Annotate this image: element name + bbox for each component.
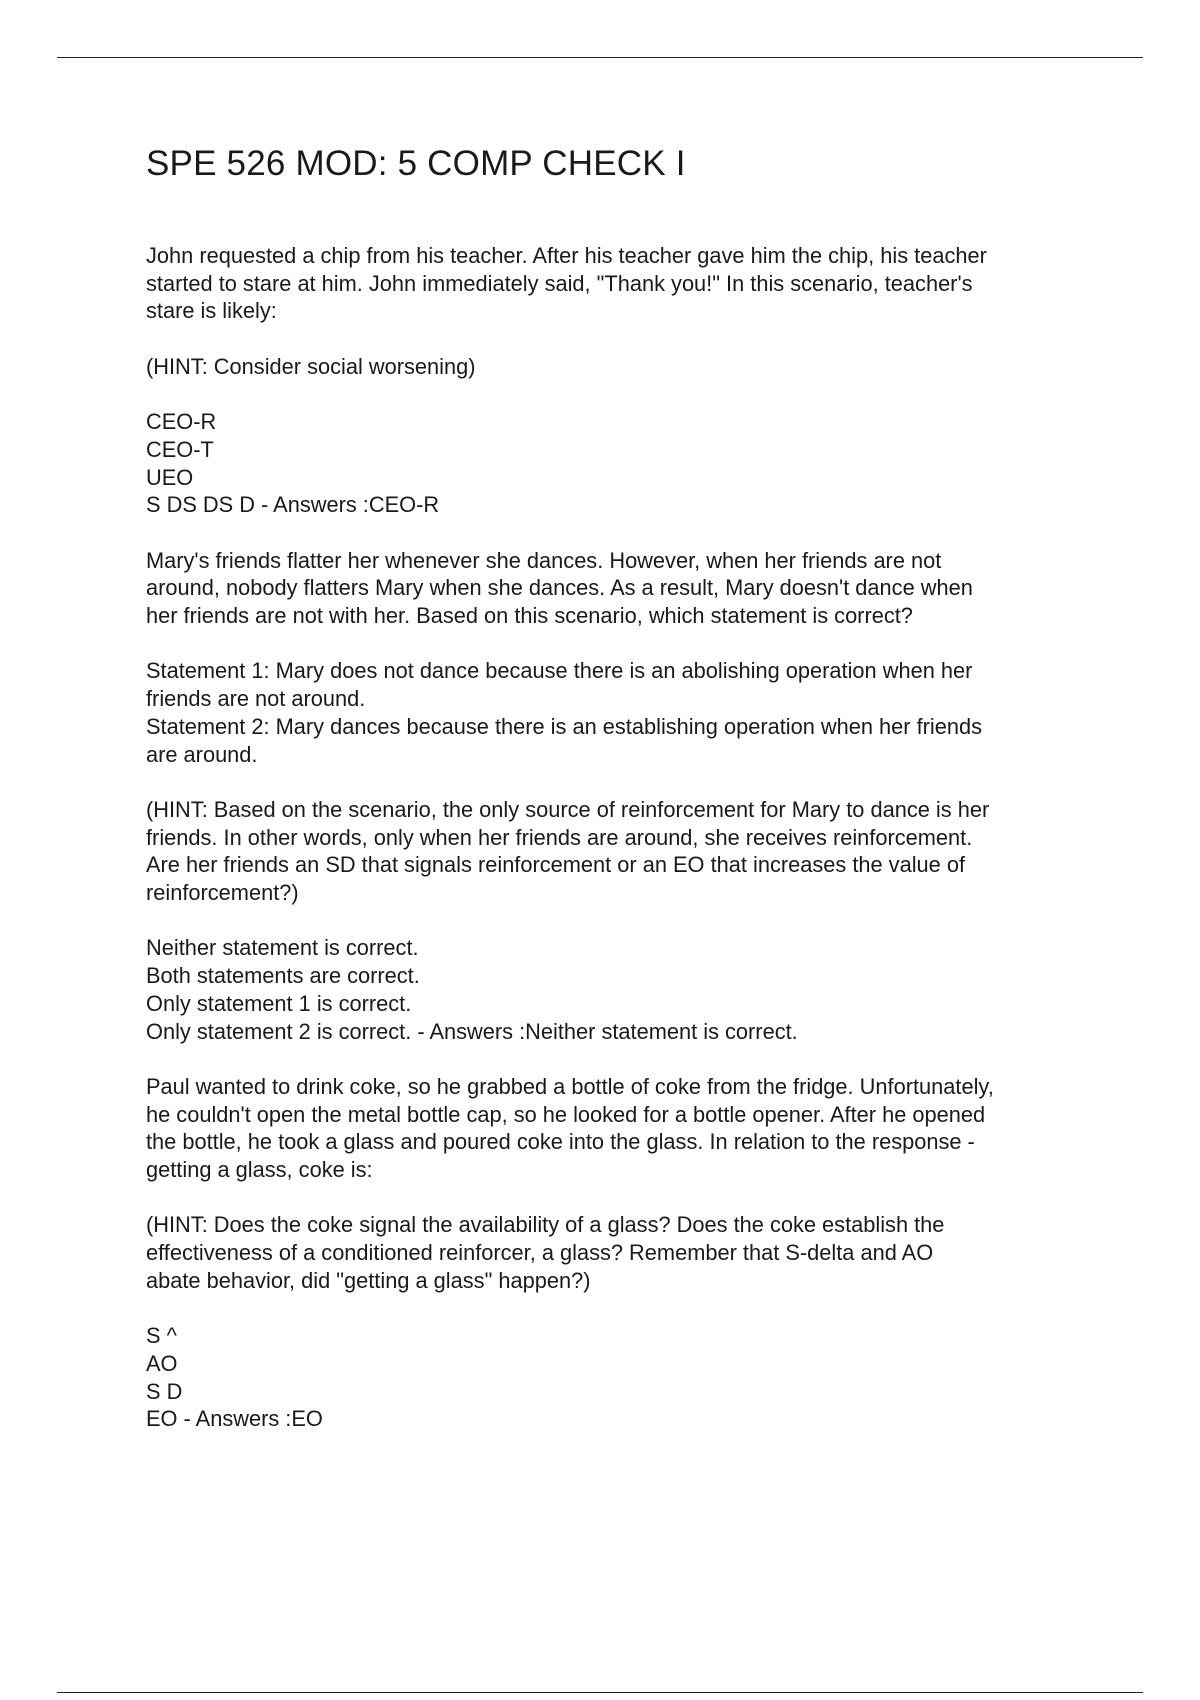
text-line: effectiveness of a conditioned reinforcer, a glass? Remember that S-delta and AO <box>146 1240 934 1266</box>
text-line: Are her friends an SD that signals reinforcement or an EO that increases the value of <box>146 852 966 878</box>
text-line: (HINT: Consider social worsening) <box>146 353 476 379</box>
option-line: Only statement 1 is correct. <box>146 990 412 1016</box>
option-line: UEO <box>146 464 194 490</box>
option-line: AO <box>146 1350 178 1376</box>
text-line: getting a glass, coke is: <box>146 1157 373 1183</box>
text-line: her friends are not with her. Based on this scenario, which statement is correct? <box>146 603 913 629</box>
question-3-hint <box>146 1211 1096 1294</box>
text-line: reinforcement?) <box>146 880 299 906</box>
option-answer-line: EO - Answers :EO <box>146 1406 323 1432</box>
question-3-prompt <box>146 1073 1096 1184</box>
text-line: friends are not around. <box>146 686 366 712</box>
question-3-options <box>146 1322 1096 1433</box>
page-title: SPE 526 MOD: 5 COMP CHECK I <box>146 144 686 183</box>
question-1-hint <box>146 353 1096 381</box>
option-line: S ^ <box>146 1323 177 1349</box>
option-line: CEO-R <box>146 409 217 435</box>
text-line: around, nobody flatters Mary when she dances. As a result, Mary doesn't dance when <box>146 575 973 601</box>
option-answer-line: Only statement 2 is correct. - Answers :Neither statement is correct. <box>146 1018 798 1044</box>
option-line: Neither statement is correct. <box>146 935 419 961</box>
text-line: (HINT: Does the coke signal the availability of a glass? Does the coke establish the <box>146 1212 945 1238</box>
question-2-statements <box>146 657 1096 768</box>
text-line: stare is likely: <box>146 298 277 324</box>
document-body <box>146 242 1096 1461</box>
question-2-prompt <box>146 547 1096 630</box>
question-1-options <box>146 408 1096 519</box>
text-line: he couldn't open the metal bottle cap, so he looked for a bottle opener. After he opened <box>146 1101 986 1127</box>
text-line: John requested a chip from his teacher. After his teacher gave him the chip, his teacher <box>146 243 987 268</box>
bottom-rule <box>57 1692 1143 1693</box>
option-line: Both statements are correct. <box>146 963 420 989</box>
top-rule <box>57 57 1143 58</box>
text-line: Mary's friends flatter her whenever she dances. However, when her friends are not <box>146 547 942 573</box>
question-2-hint <box>146 796 1096 907</box>
option-line: S D <box>146 1378 183 1404</box>
text-line: abate behavior, did "getting a glass" happen?) <box>146 1267 591 1293</box>
text-line: Statement 2: Mary dances because there is an establishing operation when her friends <box>146 713 983 739</box>
text-line: the bottle, he took a glass and poured coke into the glass. In relation to the response - <box>146 1129 975 1155</box>
question-2-options <box>146 934 1096 1045</box>
option-line: CEO-T <box>146 436 214 462</box>
text-line: Statement 1: Mary does not dance because there is an abolishing operation when her <box>146 658 973 684</box>
text-line: started to stare at him. John immediately said, "Thank you!" In this scenario, teacher's <box>146 270 973 296</box>
text-line: friends. In other words, only when her friends are around, she receives reinforcement. <box>146 824 973 850</box>
question-1-prompt <box>146 242 1096 325</box>
text-line: Paul wanted to drink coke, so he grabbed a bottle of coke from the fridge. Unfortunately, <box>146 1073 994 1099</box>
text-line: (HINT: Based on the scenario, the only source of reinforcement for Mary to dance is her <box>146 796 990 822</box>
option-answer-line: S DS DS D - Answers :CEO-R <box>146 492 440 518</box>
text-line: are around. <box>146 741 258 767</box>
